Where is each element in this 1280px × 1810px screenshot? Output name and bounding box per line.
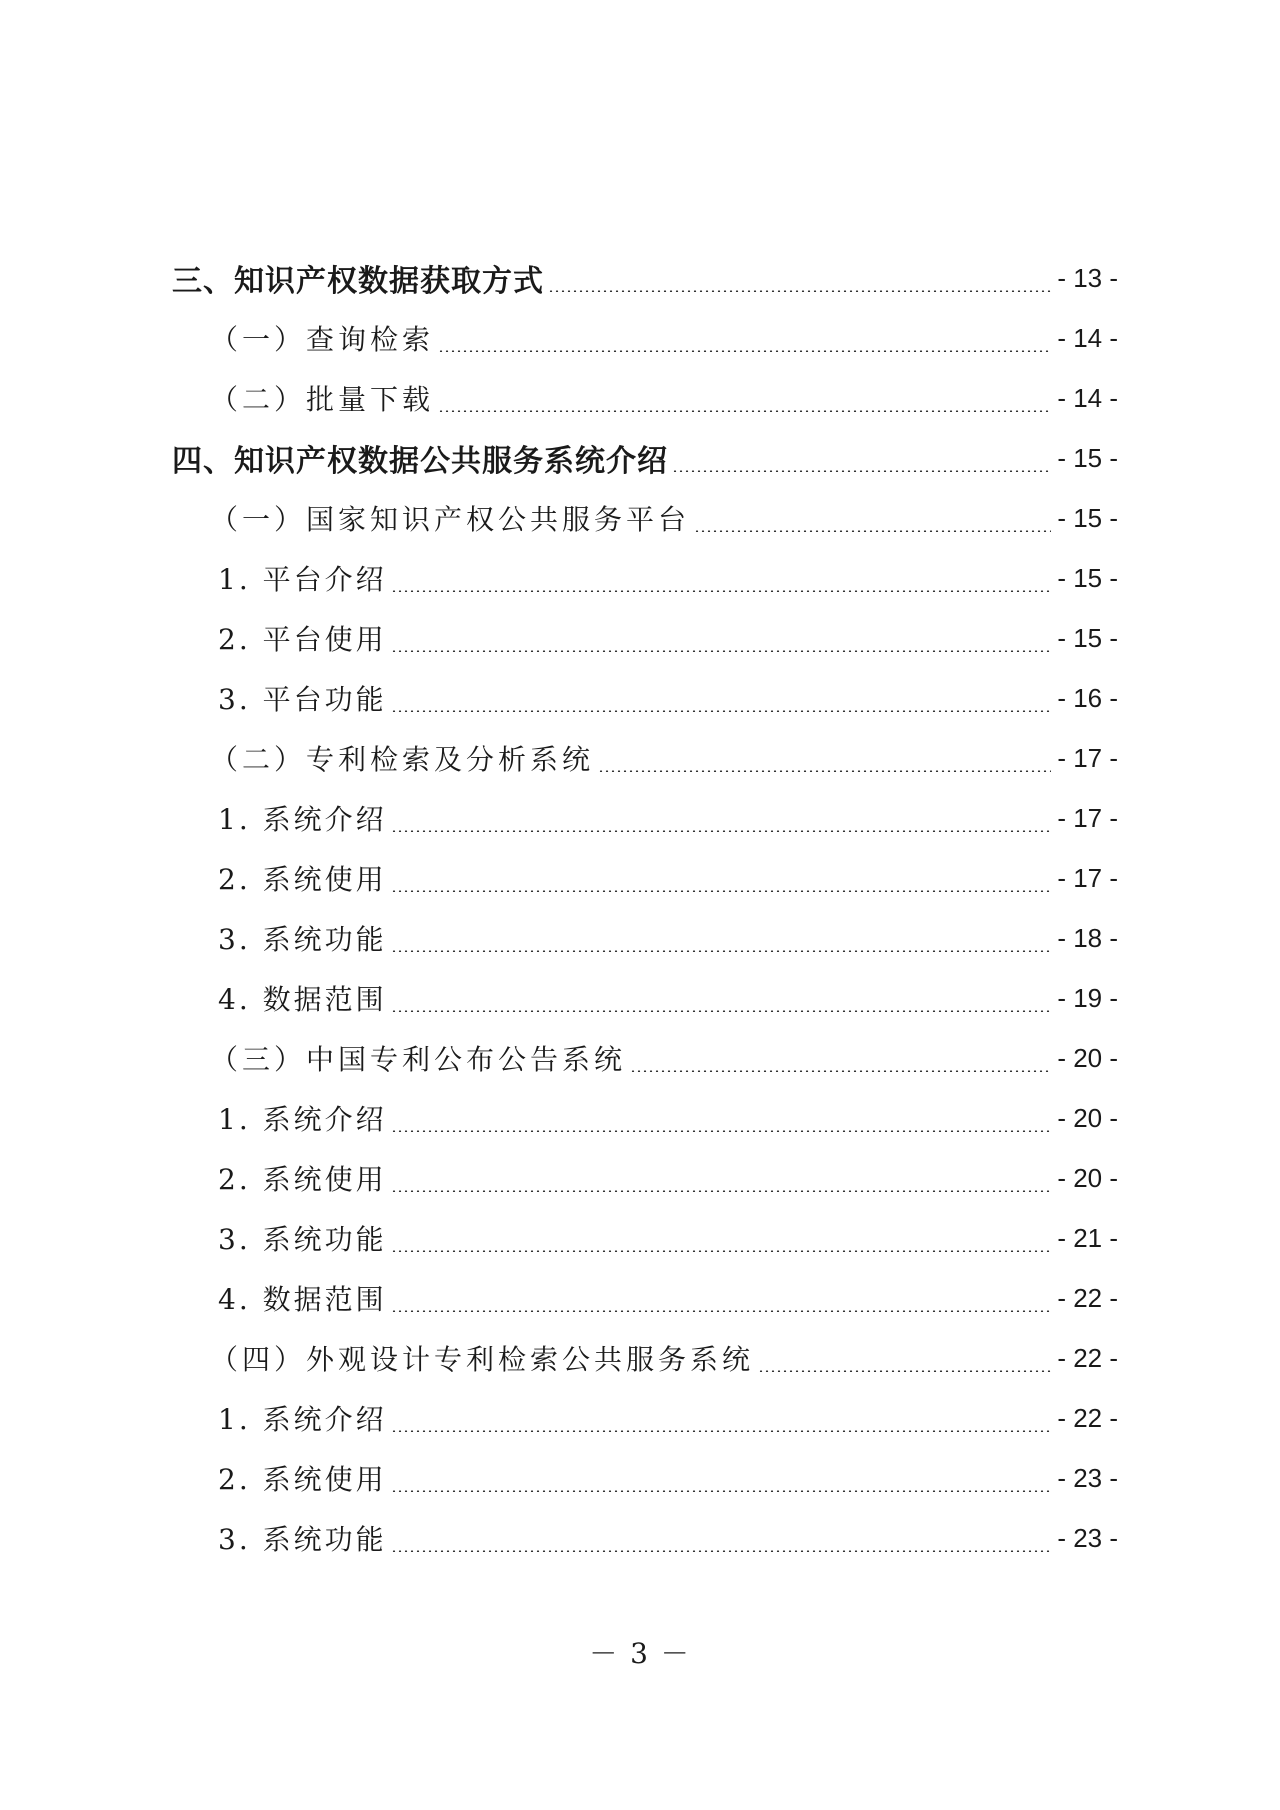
toc-dot-leader xyxy=(672,470,1051,472)
toc-dot-leader xyxy=(391,1250,1052,1252)
toc-entry-title: 3. 平台功能 xyxy=(218,683,387,716)
toc-entry[interactable] xyxy=(0,908,1118,968)
toc-entry-title: 1. 平台介绍 xyxy=(218,563,387,596)
toc-entry[interactable] xyxy=(0,1148,1118,1208)
toc-entry-page: - 20 - xyxy=(1057,1042,1118,1073)
page-number: － 3 － xyxy=(589,1637,691,1670)
toc-entry-title: （二）批量下载 xyxy=(210,383,435,416)
toc-entry-title: 4. 数据范围 xyxy=(218,1283,387,1316)
toc-entry[interactable] xyxy=(0,1208,1118,1268)
toc-dot-leader xyxy=(630,1070,1051,1072)
toc-entry-title: 1. 系统介绍 xyxy=(218,803,387,836)
toc-entry-page: - 17 - xyxy=(1057,862,1118,893)
toc-entry[interactable] xyxy=(0,1028,1118,1088)
toc-entry-page: - 23 - xyxy=(1057,1462,1118,1493)
toc-entry-page: - 18 - xyxy=(1057,922,1118,953)
toc-entry-page: - 20 - xyxy=(1057,1162,1118,1193)
toc-dot-leader xyxy=(391,590,1052,592)
toc-entry[interactable] xyxy=(0,368,1118,428)
table-of-contents xyxy=(0,248,1280,1568)
toc-entry[interactable] xyxy=(0,1388,1118,1448)
toc-dot-leader xyxy=(391,1550,1052,1552)
toc-dot-leader xyxy=(391,950,1052,952)
toc-entry-page: - 14 - xyxy=(1057,382,1118,413)
toc-entry-page: - 16 - xyxy=(1057,682,1118,713)
toc-entry[interactable] xyxy=(0,788,1118,848)
toc-entry-title: 1. 系统介绍 xyxy=(218,1103,387,1136)
toc-entry-title: 2. 系统使用 xyxy=(218,1463,387,1496)
toc-entry-page: - 15 - xyxy=(1057,442,1118,473)
toc-entry-title: 3. 系统功能 xyxy=(218,1523,387,1556)
toc-entry-title: 4. 数据范围 xyxy=(218,983,387,1016)
toc-dot-leader xyxy=(391,650,1052,652)
toc-dot-leader xyxy=(391,710,1052,712)
toc-dot-leader xyxy=(391,830,1052,832)
toc-entry-title: 四、知识产权数据公共服务系统介绍 xyxy=(172,444,668,479)
toc-dot-leader xyxy=(391,1490,1052,1492)
toc-entry[interactable] xyxy=(0,728,1118,788)
toc-entry[interactable] xyxy=(0,608,1118,668)
toc-entry-title: 三、知识产权数据获取方式 xyxy=(172,264,544,299)
toc-entry-title: 2. 系统使用 xyxy=(218,863,387,896)
toc-entry-page: - 14 - xyxy=(1057,322,1118,353)
toc-dot-leader xyxy=(438,410,1051,412)
toc-entry-title: 1. 系统介绍 xyxy=(218,1403,387,1436)
toc-entry[interactable] xyxy=(0,548,1118,608)
toc-entry[interactable] xyxy=(0,1448,1118,1508)
toc-dot-leader xyxy=(391,1130,1052,1132)
toc-entry-page: - 23 - xyxy=(1057,1522,1118,1553)
toc-dot-leader xyxy=(391,1010,1052,1012)
toc-entry-page: - 22 - xyxy=(1057,1282,1118,1313)
toc-entry-page: - 22 - xyxy=(1057,1342,1118,1373)
toc-entry-title: 2. 系统使用 xyxy=(218,1163,387,1196)
toc-entry-page: - 15 - xyxy=(1057,622,1118,653)
toc-entry-title: （一）国家知识产权公共服务平台 xyxy=(210,503,691,536)
toc-entry-page: - 15 - xyxy=(1057,562,1118,593)
toc-entry[interactable] xyxy=(0,308,1118,368)
toc-dot-leader xyxy=(391,890,1052,892)
toc-entry[interactable] xyxy=(0,1088,1118,1148)
toc-entry[interactable] xyxy=(0,668,1118,728)
toc-entry-page: - 17 - xyxy=(1057,742,1118,773)
toc-entry-page: - 17 - xyxy=(1057,802,1118,833)
toc-dot-leader xyxy=(548,290,1051,292)
toc-entry-page: - 20 - xyxy=(1057,1102,1118,1133)
toc-entry-title: （一）查询检索 xyxy=(210,323,435,356)
toc-entry[interactable] xyxy=(0,248,1118,308)
toc-entry-page: - 21 - xyxy=(1057,1222,1118,1253)
toc-entry[interactable] xyxy=(0,1508,1118,1568)
toc-dot-leader xyxy=(694,530,1051,532)
toc-entry-title: 2. 平台使用 xyxy=(218,623,387,656)
toc-entry-page: - 13 - xyxy=(1057,262,1118,293)
toc-entry[interactable] xyxy=(0,848,1118,908)
toc-entry[interactable] xyxy=(0,428,1118,488)
toc-entry-title: 3. 系统功能 xyxy=(218,923,387,956)
toc-entry-page: - 22 - xyxy=(1057,1402,1118,1433)
toc-entry-title: （二）专利检索及分析系统 xyxy=(210,743,595,776)
toc-dot-leader xyxy=(391,1430,1052,1432)
toc-dot-leader xyxy=(758,1370,1051,1372)
toc-entry[interactable] xyxy=(0,968,1118,1028)
toc-entry-page: - 15 - xyxy=(1057,502,1118,533)
toc-dot-leader xyxy=(391,1190,1052,1192)
toc-dot-leader xyxy=(598,770,1051,772)
toc-dot-leader xyxy=(438,350,1051,352)
toc-entry-page: - 19 - xyxy=(1057,982,1118,1013)
toc-entry[interactable] xyxy=(0,1268,1118,1328)
toc-entry-title: （四）外观设计专利检索公共服务系统 xyxy=(210,1343,755,1376)
toc-entry-title: 3. 系统功能 xyxy=(218,1223,387,1256)
toc-entry[interactable] xyxy=(0,488,1118,548)
toc-dot-leader xyxy=(391,1310,1052,1312)
toc-entry-title: （三）中国专利公布公告系统 xyxy=(210,1043,627,1076)
toc-entry[interactable] xyxy=(0,1328,1118,1388)
